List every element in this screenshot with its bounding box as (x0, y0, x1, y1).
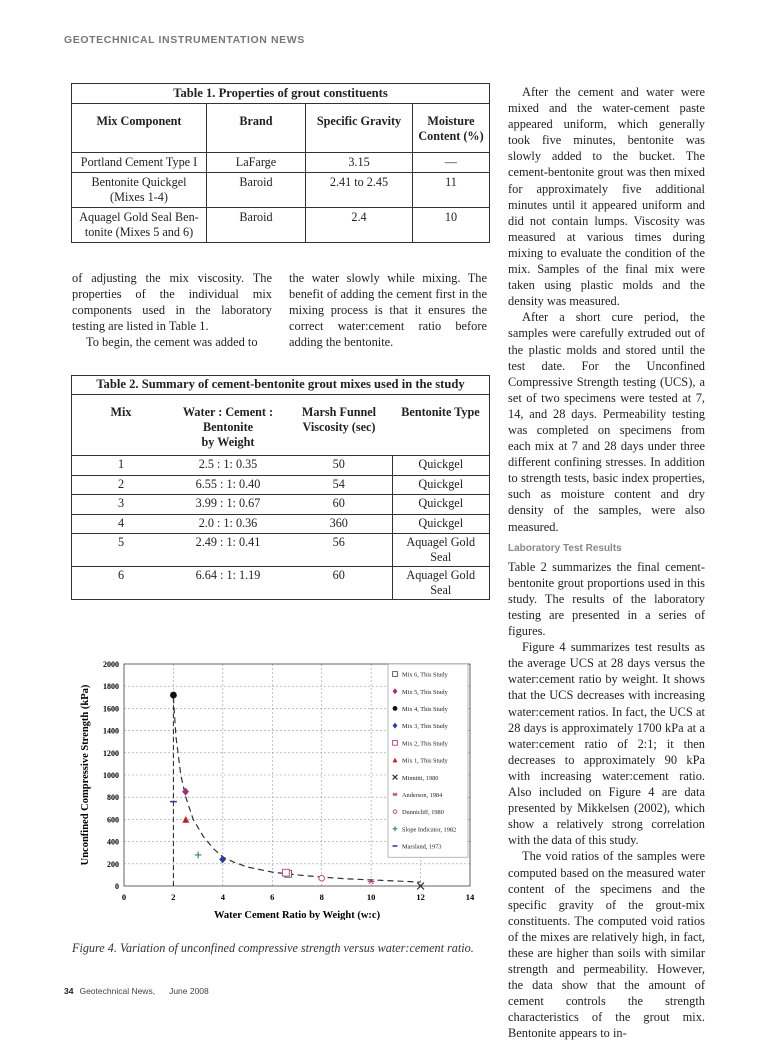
table-1-header-specific-gravity: Specific Gravity (306, 104, 413, 153)
table-cell: 10 (413, 208, 490, 243)
table-row (72, 566, 490, 599)
publication-name: Geotechnical News, (79, 986, 156, 996)
table-cell: 5 (72, 533, 171, 566)
y-tick-label: 1000 (103, 771, 119, 780)
cell-line: (Mixes 1-4) (110, 190, 168, 204)
table-2 (71, 375, 490, 600)
table-cell: 56 (286, 533, 392, 566)
table-cell: 1 (72, 456, 171, 475)
legend-marker (393, 672, 398, 677)
y-axis-label: Unconfined Compressive Strength (kPa) (80, 684, 91, 866)
table-1 (71, 83, 490, 243)
table-cell: 6.64 : 1: 1.19 (170, 566, 286, 599)
table-1-header-mix-component: Mix Component (72, 104, 207, 153)
data-point-mix-4-this-study (170, 692, 177, 699)
table-cell: 3.15 (306, 153, 413, 173)
legend-label: Mix 1, This Study (402, 757, 448, 765)
table-cell: Quickgel (392, 475, 490, 494)
page-number: 34 (64, 986, 74, 996)
table-row (72, 173, 490, 208)
paragraph: Figure 4 summarizes test results as the average UCS at 28 days versus the water:cement ratio by weight. It shows that the UCS decreases with increasing water:cement ratios. In fact, the UCS at 28 days is approximately 1700 kPa at a water:cement ratio of 2:1; it then decreases to approximately 90 kPa with increasing water:cement ratio. Also included on Figure 4 are data presented by Mikkelsen (2002), which show a relatively strong correlation with the data of this study. (508, 640, 705, 848)
table-cell: 4 (72, 514, 171, 533)
chart-marks (170, 692, 424, 890)
running-header: GEOTECHNICAL INSTRUMENTATION NEWS (64, 34, 305, 46)
header-line: Water : Cement : (182, 405, 274, 420)
y-tick-label: 0 (115, 882, 119, 891)
table-row (72, 475, 490, 494)
data-point-mix-5-this-study (182, 788, 189, 796)
y-tick-label: 1800 (103, 682, 119, 692)
table-cell: 50 (286, 456, 392, 475)
publication-date: June 2008 (169, 986, 209, 996)
table-cell: 2.4 (306, 208, 413, 243)
x-tick-label: 4 (220, 892, 225, 902)
x-axis-label: Water Cement Ratio by Weight (w:c) (213, 910, 381, 920)
table-2-header-bentonite-type: Bentonite Type (392, 395, 490, 456)
table-2-header-ratio (170, 395, 286, 456)
table-1-header-moisture-l2: Content (%) (418, 129, 484, 143)
table-cell: 360 (286, 514, 392, 533)
table-1-title: Table 1. Properties of grout constituents (72, 84, 490, 104)
paragraph: The void ratios of the samples were computed based on the measured water content of the specimens and the specific gravity of the grout-mix constituents. The computed void ratios of the mixes are relatively high, in fact, these are higher than soils with similar strength and permeability. However, the data show that the amount of cement controls the strength characteristics of the grout mix. Bentonite appears to in- (508, 849, 705, 1041)
y-tick-label: 400 (107, 837, 119, 847)
table-2-header-viscosity (286, 395, 392, 456)
legend-label: Mix 4, This Study (402, 706, 448, 713)
table-row (72, 208, 490, 243)
paragraph: of adjusting the mix viscosity. The properties of the individual mix components used in the laboratory testing are listed in Table 1. (72, 271, 272, 334)
table-cell: 2.5 : 1: 0.35 (170, 456, 286, 475)
legend-marker (393, 740, 398, 745)
table-row (72, 153, 490, 173)
table-2-title: Table 2. Summary of cement-bentonite grout mixes used in the study (72, 376, 490, 395)
y-tick-label: 1600 (103, 704, 119, 714)
table-1-header-moisture (413, 104, 490, 153)
legend-label: Mix 6, This Study (402, 671, 448, 679)
cell-line: Aquagel Gold Seal Ben- (79, 210, 199, 224)
legend-label: Anderson, 1984 (402, 792, 443, 799)
y-tick-label: 1400 (103, 726, 119, 736)
legend-label: Marsland, 1973 (402, 843, 442, 851)
header-line: Bentonite (202, 420, 254, 435)
y-tick-label: 200 (107, 859, 119, 869)
legend-label: Slope Indicator, 1982 (402, 826, 457, 834)
header-line: by Weight (201, 435, 255, 450)
y-tick-label: 1200 (103, 748, 119, 758)
table-row (72, 456, 490, 475)
table-cell: 2 (72, 475, 171, 494)
table-cell: Baroid (207, 173, 306, 208)
data-point-dunnicliff-1980 (319, 875, 325, 881)
table-cell: Quickgel (392, 456, 490, 475)
figure-caption: Figure 4. Variation of unconfined compressive strength versus water:cement ratio. (72, 941, 474, 955)
x-tick-label: 12 (416, 892, 425, 902)
y-tick-label: 2000 (103, 660, 119, 669)
cell-line: tonite (Mixes 5 and 6) (84, 225, 194, 239)
table-cell: Aquagel Gold Seal (392, 566, 490, 599)
table-cell: Quickgel (392, 495, 490, 514)
table-row (72, 495, 490, 514)
paragraph: After the cement and water were mixed and the water-cement paste appeared uniform, which generally took five minutes, bentonite was slowly added to the bucket. The cement-bentonite grout was then mixed for approximately five additional minutes until it appeared uniform and did not contain lumps. Viscosity was measured at various times during mixing to evaluate the condition of the mix. Samples of the final mix were taken using plastic molds and the density was measured. (508, 85, 705, 309)
body-column-a (72, 270, 272, 350)
table-row (72, 533, 490, 566)
table-cell: Quickgel (392, 514, 490, 533)
data-point-slope-indicator-1982 (195, 852, 202, 859)
paragraph: To begin, the cement was added to (86, 335, 258, 350)
paragraph: After a short cure period, the samples were carefully extruded out of the plastic molds and stored until the test date. For the Unconfined Compressive Strength testing (UCS), a set of two specimens were tested at 7, 14, and 28 days. Permeability testing was completed on specimens from each mix at 7 and 28 days under three different confining stresses. In addition to strength tests, basic index properties, such as moisture content and dry density of the samples, were also measured. (508, 310, 705, 534)
table-cell: 3.99 : 1: 0.67 (170, 495, 286, 514)
table-cell: — (413, 153, 490, 173)
y-tick-label: 600 (107, 815, 119, 825)
body-column-b (289, 270, 487, 350)
legend-marker (393, 810, 397, 814)
figure-4-chart (70, 650, 490, 920)
x-tick-label: 2 (171, 892, 176, 902)
table-cell: 6.55 : 1: 0.40 (170, 475, 286, 494)
section-heading: Laboratory Test Results (508, 542, 622, 554)
table-cell: 54 (286, 475, 392, 494)
table-cell: Portland Cement Type I (72, 153, 207, 173)
data-point-mix-3-this-study (219, 855, 226, 863)
table-cell: 11 (413, 173, 490, 208)
x-tick-label: 8 (319, 892, 324, 902)
table-row (72, 514, 490, 533)
table-cell: 2.49 : 1: 0.41 (170, 533, 286, 566)
table-cell: 60 (286, 566, 392, 599)
legend-label: Mix 3, This Study (402, 723, 448, 731)
table-cell: Baroid (207, 208, 306, 243)
legend-label: Mix 2, This Study (402, 740, 448, 748)
header-line: Marsh Funnel (301, 405, 377, 420)
table-cell: 6 (72, 566, 171, 599)
table-cell: Aquagel Gold Seal (392, 533, 490, 566)
legend-label: Mix 5, This Study (402, 688, 448, 696)
paragraph: Table 2 summarizes the final cement-bentonite grout proportions used in this study. The results of the laboratory testing are presented in a series of figures. (508, 559, 705, 639)
table-cell: LaFarge (207, 153, 306, 173)
paragraph: the water slowly while mixing. The benefit of adding the cement first in the mixing process is that it ensures the correct water:cement ratio before adding the bentonite. (289, 271, 487, 350)
table-cell (72, 173, 207, 208)
table-cell: 2.0 : 1: 0.36 (170, 514, 286, 533)
table-1-header-brand: Brand (207, 104, 306, 153)
x-tick-label: 0 (121, 892, 127, 902)
legend-label: Minnitti, 1980 (402, 774, 439, 782)
body-column-right (508, 84, 705, 1042)
table-cell (72, 208, 207, 243)
table-1-header-moisture-l1: Moisture (427, 114, 475, 128)
x-tick-label: 14 (465, 892, 475, 902)
cell-line: Bentonite Quickgel (91, 175, 187, 189)
legend-marker (393, 706, 398, 711)
y-tick-label: 800 (107, 793, 119, 803)
header-line: Viscosity (sec) (302, 420, 376, 435)
table-cell: 3 (72, 495, 171, 514)
table-cell: 2.41 to 2.45 (306, 173, 413, 208)
legend-label: Dunnicliff, 1980 (402, 809, 444, 817)
trend-line (173, 697, 420, 882)
table-cell: 60 (286, 495, 392, 514)
table-2-header-mix: Mix (72, 395, 171, 456)
chart-legend (388, 664, 468, 857)
page-footer (64, 986, 209, 996)
data-point-mix-2-this-study (282, 869, 289, 876)
x-tick-label: 6 (270, 892, 275, 902)
x-tick-label: 10 (366, 892, 376, 902)
